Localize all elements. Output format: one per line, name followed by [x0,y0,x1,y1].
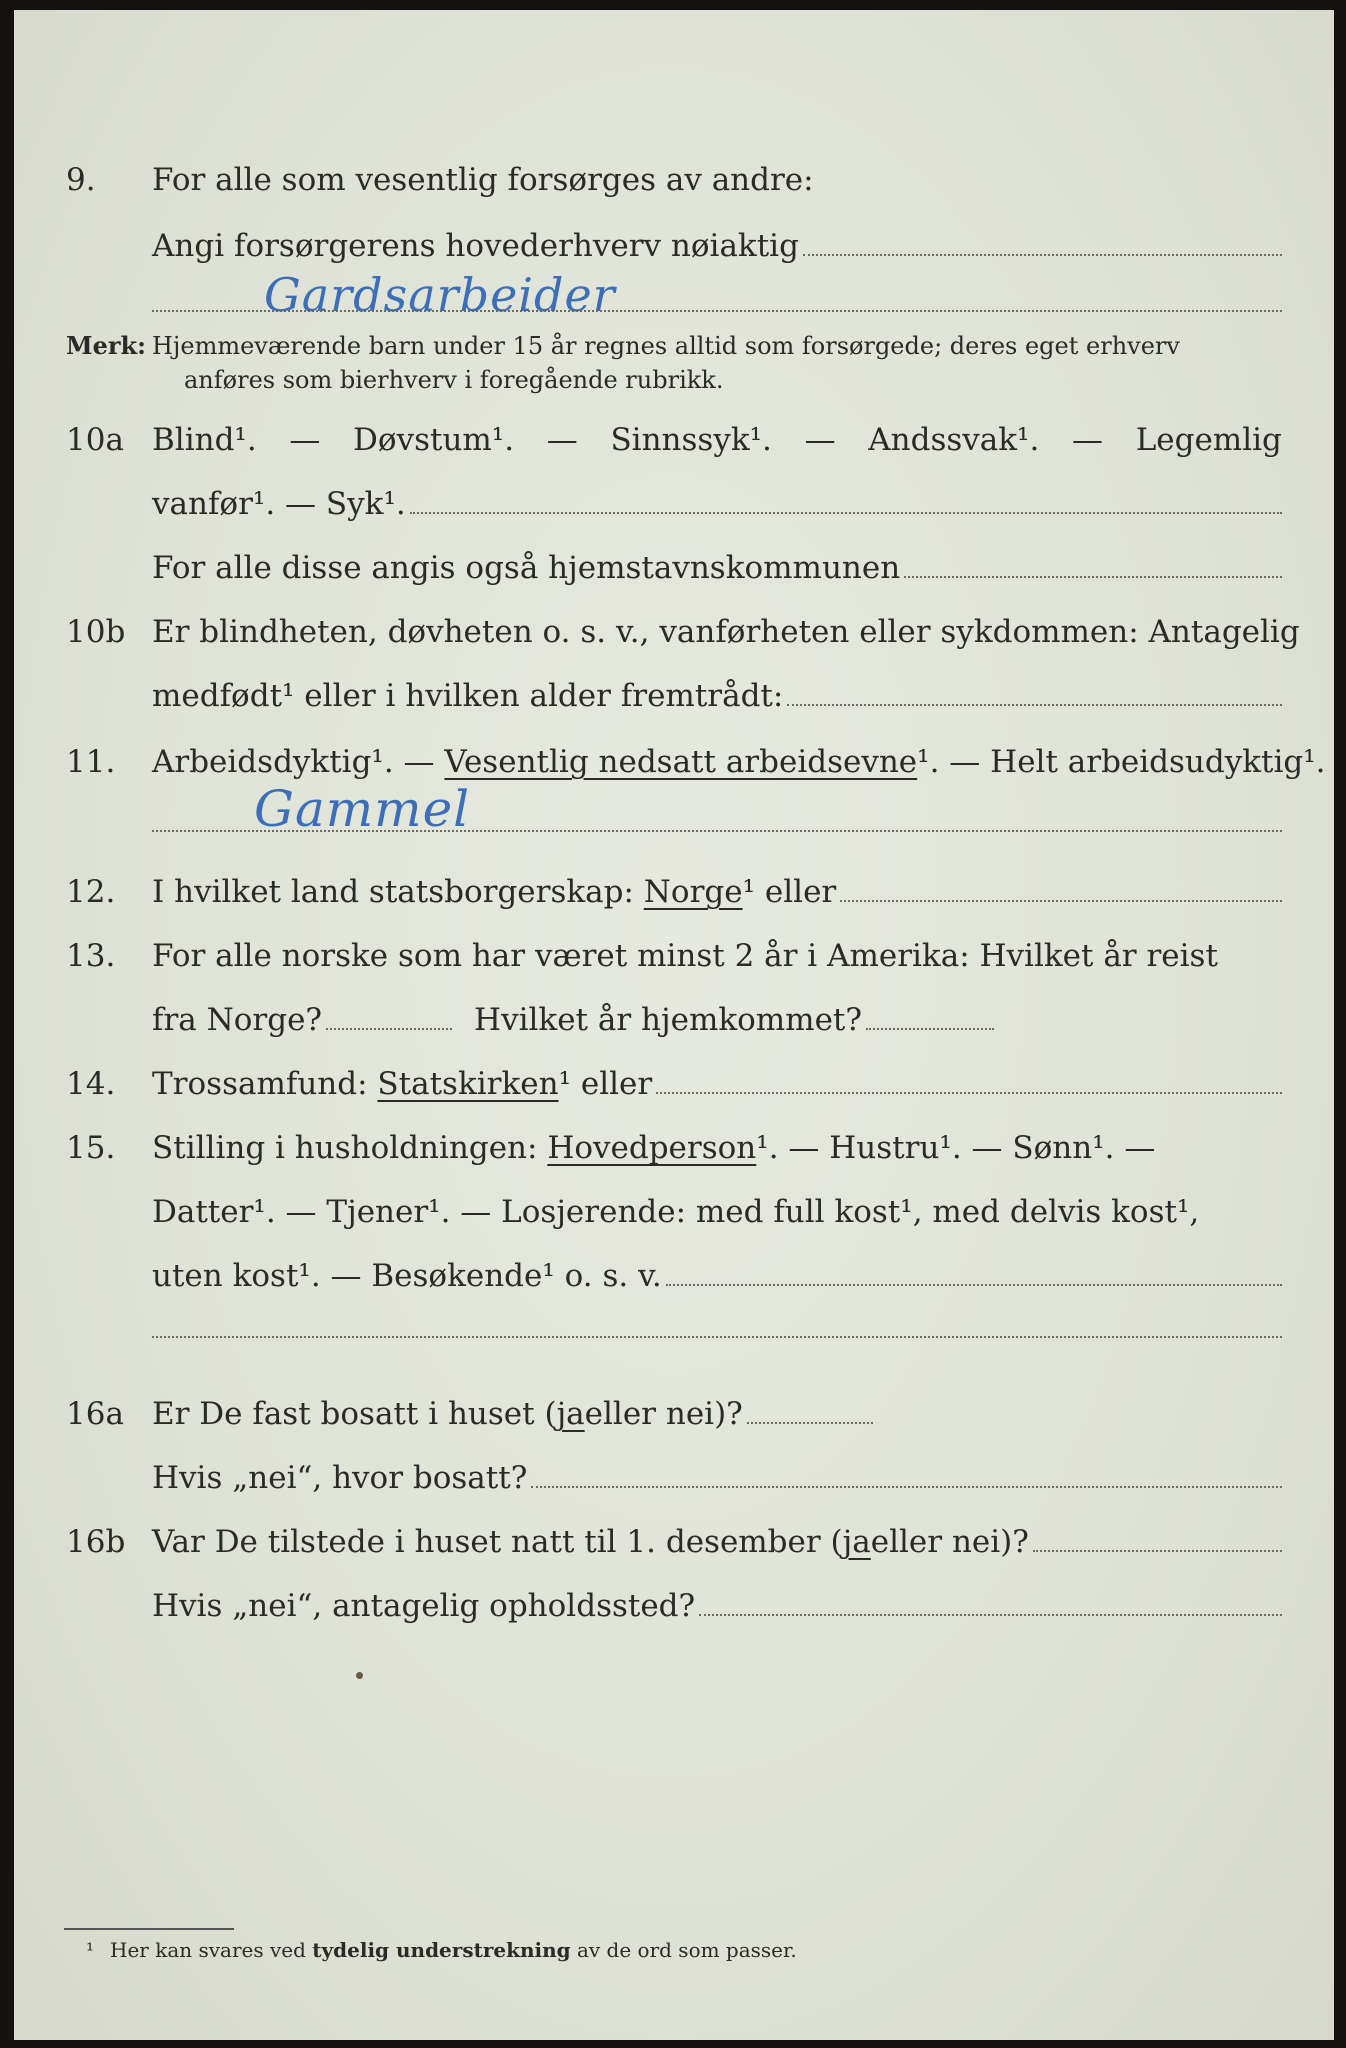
question-text: Trossamfund: [152,1066,368,1102]
handwritten-answer: Gardsarbeider [264,268,616,322]
answer-dotted-line[interactable] [152,310,1282,312]
option-statskirken-selected[interactable]: Statskirken [377,1066,559,1102]
option-ja-selected[interactable]: ja [556,1396,585,1432]
footnote-text: av de ord som passer. [570,1938,797,1962]
option-dash: — [804,422,836,458]
question-text: eller nei)? [584,1396,743,1432]
option-sinnssyk[interactable]: Sinnssyk¹. [610,422,772,458]
footnote-rule [64,1928,234,1930]
question-text: For alle disse angis også hjemstavnskommunen [152,550,901,586]
question-text: Var De tilstede i huset natt til 1. desember ( [152,1524,843,1560]
note-text: Hjemmeværende barn under 15 år regnes alltid som forsørgede; deres eget erhverv [152,332,1180,360]
question-number: 12. [66,874,116,910]
option-arbeidsdyktig[interactable]: Arbeidsdyktig¹. — [152,744,445,780]
question-text: Hvis „nei“, antagelig opholdssted? [152,1588,696,1624]
answer-dotted-line[interactable] [866,1002,994,1030]
question-text: For alle som vesentlig forsørges av andre: [152,162,814,198]
census-form-page [14,10,1334,2040]
answer-dotted-line[interactable] [531,1460,1282,1488]
ink-spot [356,1672,363,1679]
question-number: 11. [66,744,116,780]
option-blind[interactable]: Blind¹. [152,422,257,458]
question-options [152,420,1282,460]
answer-dotted-line[interactable] [1033,1524,1282,1552]
option-list[interactable]: Datter¹. — Tjener¹. — Losjerende: med full kost¹, med delvis kost¹, [152,1194,1200,1230]
question-text: Er blindheten, døvheten o. s. v., vanførheten eller sykdommen: Antagelig [152,614,1300,650]
question-number: 13. [66,938,116,974]
question-text: Er De fast bosatt i huset ( [152,1396,557,1432]
question-number: 10a [66,422,124,458]
footnote-text: Her kan svares ved [110,1938,313,1962]
answer-dotted-line[interactable] [699,1588,1282,1616]
option-norge-selected[interactable]: Norge [643,874,743,910]
footnote-bold: tydelig understrekning [312,1938,571,1962]
question-number: 16a [66,1396,124,1432]
option-dash: — [546,422,578,458]
question-text: For alle norske som har været minst 2 år i Amerika: Hvilket år reist [152,938,1218,974]
option-dash: — [289,422,321,458]
question-text: I hvilket land statsborgerskap: [152,874,634,910]
option-hovedperson-selected[interactable]: Hovedperson [547,1130,757,1166]
question-number: 9. [66,162,96,198]
question-number: 10b [66,614,126,650]
note-label: Merk: [66,331,146,360]
question-text: vanfør¹. — Syk¹. [152,486,406,522]
answer-dotted-line[interactable] [152,830,1282,832]
footnote [86,1938,797,1962]
answer-dotted-line[interactable] [803,228,1282,256]
option-ja-selected[interactable]: ja [842,1524,871,1560]
question-number: 14. [66,1066,116,1102]
option-legemlig[interactable]: Legemlig [1135,422,1282,458]
handwritten-answer: Gammel [254,780,471,838]
answer-dotted-line[interactable] [656,1066,1282,1094]
answer-dotted-line[interactable] [840,874,1282,902]
answer-dotted-line[interactable] [904,550,1282,578]
answer-dotted-line[interactable] [410,486,1282,514]
question-text: medfødt¹ eller i hvilken alder fremtrådt: [152,678,784,714]
option-andssvak[interactable]: Andssvak¹. [868,422,1040,458]
option-nedsatt-selected[interactable]: Vesentlig nedsatt arbeidsevne [444,744,918,780]
question-text: Angi forsørgerens hovederhverv nøiaktig [152,228,799,264]
question-text: fra Norge? [152,1002,323,1038]
answer-dotted-line[interactable] [666,1258,1282,1286]
question-text: eller nei)? [870,1524,1029,1560]
question-text: ¹ eller [558,1066,653,1102]
question-number: 16b [66,1524,126,1560]
question-text: Hvilket år hjemkommet? [474,1002,863,1038]
answer-dotted-line[interactable] [326,1002,452,1030]
option-list[interactable]: uten kost¹. — Besøkende¹ o. s. v. [152,1258,662,1294]
question-text: Stilling i husholdningen: [152,1130,548,1166]
question-text: Hvis „nei“, hvor bosatt? [152,1460,528,1496]
question-text: ¹ eller [742,874,837,910]
footnote-mark: ¹ [86,1938,95,1962]
option-udyktig[interactable]: ¹. — Helt arbeidsudyktig¹. [917,744,1326,780]
answer-dotted-line[interactable] [787,678,1282,706]
note-text: anføres som bierhverv i foregående rubrikk. [184,366,724,394]
answer-dotted-line[interactable] [152,1336,1282,1338]
answer-dotted-line[interactable] [747,1396,873,1424]
question-number: 15. [66,1130,116,1166]
option-list[interactable]: ¹. — Hustru¹. — Sønn¹. — [756,1130,1156,1166]
option-dash: — [1072,422,1104,458]
option-dovstum[interactable]: Døvstum¹. [353,422,515,458]
